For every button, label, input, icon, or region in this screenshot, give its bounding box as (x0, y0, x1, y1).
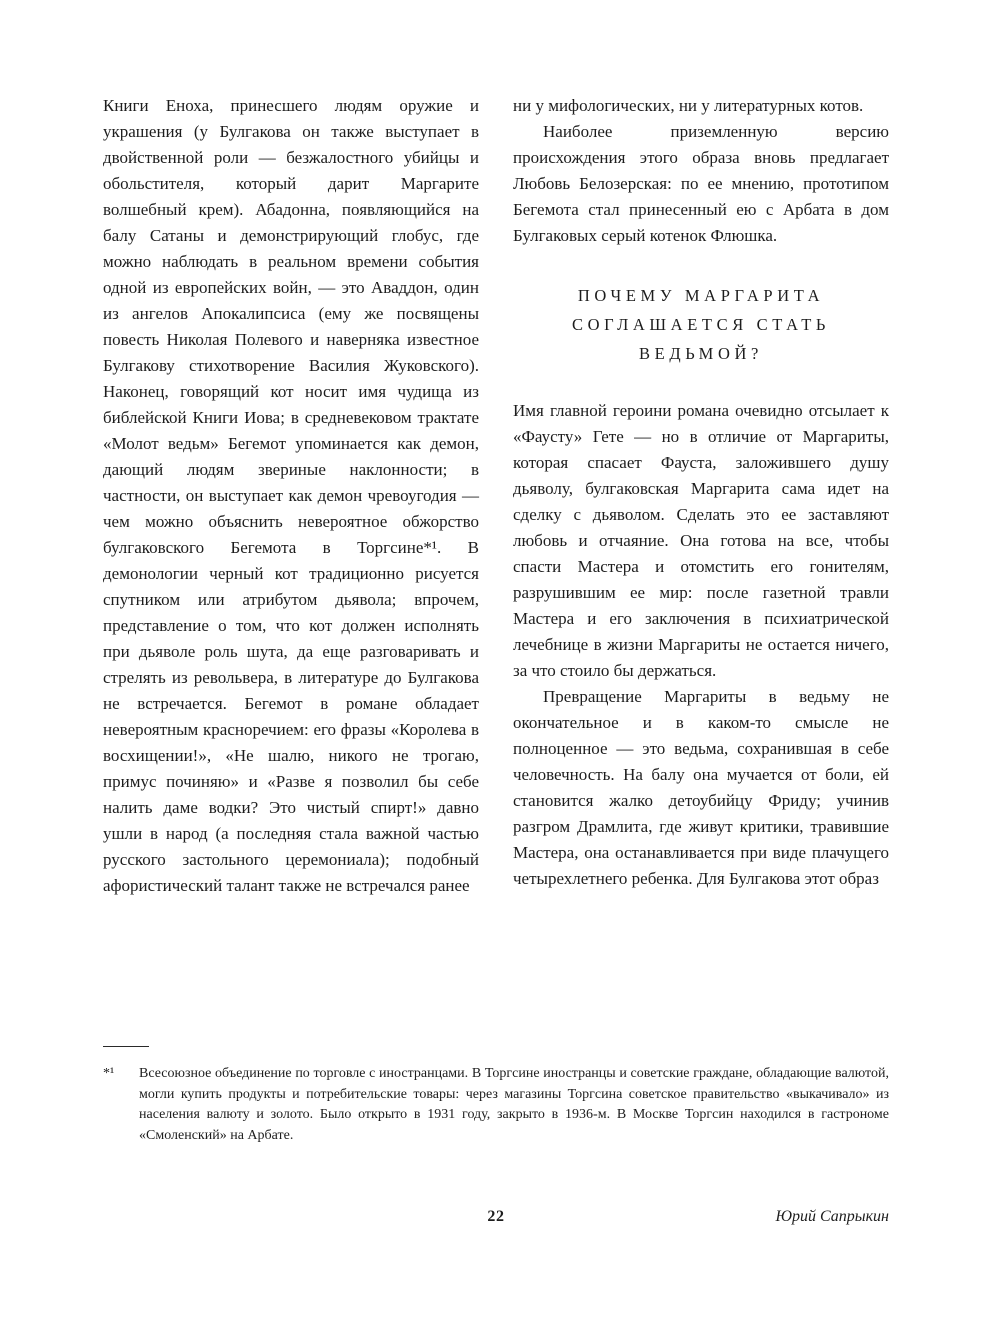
section-heading-line: СОГЛАШАЕТСЯ СТАТЬ (571, 315, 830, 334)
page-footer (103, 1208, 889, 1232)
paragraph: Превращение Маргариты в ведьму не окончательное и в каком-то смысле не полноценное — это ведьма, сохранившая в себе человечность. На балу она мучается от боли, ей становится жалко детоубийцу Фриду; учинив разгром Драмлита, где живут критики, травившие Мастера, она останавливается при виде плачущего четырехлетнего ребенка. Для Булгакова этот образ (513, 687, 889, 888)
page-number: 22 (487, 1208, 505, 1225)
section-heading-line: ВЕДЬМОЙ? (639, 344, 763, 363)
right-column (513, 93, 889, 899)
author-name: Юрий Сапрыкин (775, 1208, 889, 1225)
left-column (103, 93, 479, 899)
section-heading (513, 281, 889, 368)
footnote-divider (103, 1046, 149, 1047)
section-heading-line: ПОЧЕМУ МАРГАРИТА (577, 286, 825, 305)
paragraph: ни у мифологических, ни у литературных котов. (513, 96, 864, 115)
paragraph: Наиболее приземленную версию происхождения этого образа вновь предлагает Любовь Белозерская: по ее мнению, прототипом Бегемота стал принесенный ею с Арбата в дом Булгаковых серый котенок Флюшка. (513, 122, 889, 245)
footnote-area (103, 1046, 889, 1146)
footnote (103, 1064, 889, 1146)
footnote-text: Всесоюзное объединение по торговле с иностранцами. В Торгсине иностранцы и советские граждане, обладающие валютой, могли купить продукты и потребительские товары: через магазины Торгсина советское правительство «выкачивало» из населения валюту и золото. Было открыто в 1931 году, закрыто в 1936-м. В Москве Торгсин находился в гастрономе «Смоленский» на Арбате. (139, 1066, 889, 1143)
paragraph: Книги Еноха, принесшего людям оружие и украшения (у Булгакова он также выступает в двойственной роли — безжалостного убийцы и обольстителя, который дарит Маргарите волшебный крем). Абадонна, появляющийся на балу Сатаны и демонстрирующий глобус, где можно наблюдать в реальном времени события одной из европейских войн, — это Аваддон, один из ангелов Апокалипсиса (ему же посвящены повесть Николая Полевого и наверняка известное Булгакову стихотворение Василия Жуковского). Наконец, говорящий кот носит имя чудища из библейской Книги Иова; в средневековом трактате «Молот ведьм» Бегемот упоминается как демон, дающий людям звериные наклонности; в частности, он выступает как демон чревоугодия — чем можно объяснить невероятное обжорство булгаковского Бегемота в Торгсине*¹. В демонологии черный кот традиционно рисуется спутником или атрибутом дьявола; впрочем, представление о том, что кот должен исполнять при дьяволе роль шута, да еще разговаривать и стрелять из револьвера, в литературе до Булгакова не встречается. Бегемот в романе обладает невероятным красноречием: его фразы «Королева в восхищении!», «Не шалю, никого не трогаю, примус починяю» и «Разве я позволил бы себе налить даме водки? Это чистый спирт!» давно ушли в народ (а последняя стала важной частью русского застольного церемониала); подобный афористический талант также не встречался ранее (103, 96, 479, 895)
text-columns (103, 93, 889, 899)
paragraph: Имя главной героини романа очевидно отсылает к «Фаусту» Гете — но в отличие от Маргариты, которая спасает Фауста, заложившего душу дьяволу, булгаковская Маргарита сама идет на сделку с дьяволом. Сделать это ее заставляют любовь и отчаяние. Она готова на все, чтобы спасти Мастера и отомстить его гонителям, разрушившим ее мир: после газетной травли Мастера и его заключения в психиатрической лечебнице в жизни Маргариты не остается ничего, за что стоило бы держаться. (513, 401, 889, 680)
footnote-marker: *¹ (103, 1066, 115, 1081)
